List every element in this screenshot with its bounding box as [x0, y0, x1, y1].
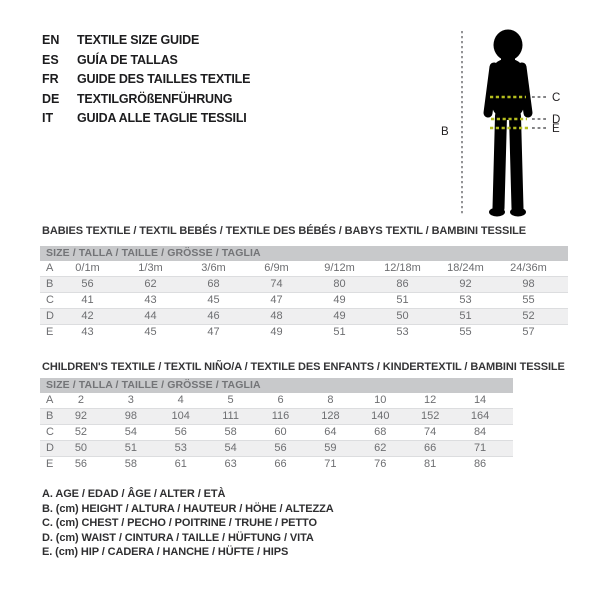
value-cell: 52: [522, 310, 535, 322]
value-cell: 1/3m: [138, 262, 163, 274]
value-cell: 5: [227, 394, 234, 406]
value-cell: 66: [424, 442, 437, 454]
value-cell: 3: [127, 394, 134, 406]
value-cell: 92: [74, 410, 88, 422]
value-cell: 53: [174, 442, 187, 454]
value-cell: 60: [274, 426, 287, 438]
value-cell: 50: [74, 442, 88, 454]
children-size-table: [40, 378, 513, 473]
value-cell: 49: [333, 310, 346, 322]
value-cell: 44: [144, 310, 157, 322]
value-cell: 62: [374, 442, 387, 454]
value-cell: 71: [324, 458, 337, 470]
value-cell: 58: [124, 458, 137, 470]
value-cell: 10: [374, 394, 387, 406]
value-cell: 140: [371, 410, 390, 422]
value-cell: 3/6m: [201, 262, 226, 274]
language-code: IT: [42, 111, 54, 125]
row-label: C: [46, 426, 54, 438]
legend-line: C. (cm) CHEST / PECHO / POITRINE / TRUHE / PETTO: [42, 517, 317, 529]
size-table-header: SIZE / TALLA / TAILLE / GRÖSSE / TAGLIA: [40, 378, 513, 393]
value-cell: 53: [396, 326, 409, 338]
value-cell: 62: [144, 278, 157, 290]
table-row: [40, 393, 513, 409]
value-cell: 43: [81, 326, 94, 338]
value-cell: 56: [274, 442, 287, 454]
babies-size-table: [40, 246, 568, 341]
language-code: ES: [42, 52, 59, 67]
table-row: [40, 309, 568, 325]
legend-line: D. (cm) WAIST / CINTURA / TAILLE / HÜFTUNG / VITA: [42, 531, 314, 544]
child-silhouette-diagram: [428, 14, 600, 226]
value-cell: 52: [74, 426, 88, 438]
value-cell: 80: [333, 278, 346, 290]
legend-line: B. (cm) HEIGHT / ALTURA / HAUTEUR / HÖHE / ALTEZZA: [42, 502, 334, 515]
value-cell: 61: [174, 458, 187, 470]
language-title: GUÍA DE TALLAS: [77, 52, 178, 67]
value-cell: 43: [144, 294, 157, 306]
value-cell: 68: [374, 426, 387, 438]
language-code: DE: [42, 91, 60, 106]
value-cell: 74: [270, 278, 283, 290]
table-row: [40, 261, 568, 277]
value-cell: 81: [424, 458, 437, 470]
value-cell: 18/24m: [447, 262, 484, 274]
language-row: [42, 109, 250, 129]
value-cell: 55: [522, 294, 535, 306]
value-cell: 8: [327, 394, 334, 406]
legend-line: E. (cm) HIP / CADERA / HANCHE / HÜFTE / HIPS: [42, 546, 289, 558]
value-cell: 152: [421, 410, 440, 422]
value-cell: 45: [207, 294, 220, 306]
value-cell: 164: [470, 410, 490, 422]
value-cell: 56: [81, 278, 94, 290]
value-cell: 111: [222, 410, 239, 422]
value-cell: 46: [207, 310, 220, 322]
value-cell: 53: [459, 294, 472, 306]
language-row: [42, 90, 250, 110]
value-cell: 86: [473, 458, 487, 470]
hip-label: E: [552, 123, 560, 135]
value-cell: 55: [459, 326, 472, 338]
value-cell: 86: [396, 278, 409, 290]
value-cell: 2: [77, 394, 84, 406]
value-cell: 71: [473, 442, 487, 454]
value-cell: 63: [224, 458, 237, 470]
value-cell: 74: [424, 426, 437, 438]
value-cell: 66: [274, 458, 287, 470]
language-row: [42, 51, 250, 71]
value-cell: 57: [522, 326, 535, 338]
language-code: EN: [42, 33, 60, 47]
value-cell: 58: [224, 426, 237, 438]
value-cell: 45: [144, 326, 157, 338]
value-cell: 47: [270, 294, 283, 306]
language-title: GUIDA ALLE TAGLIE TESSILI: [77, 111, 247, 125]
babies-table-title: BABIES TEXTILE / TEXTIL BEBÉS / TEXTILE DES BÉBÉS / BABYS TEXTIL / BAMBINI TESSILE: [42, 225, 527, 237]
value-cell: 49: [270, 326, 283, 338]
table-row: [40, 293, 568, 309]
value-cell: 9/12m: [324, 262, 355, 274]
measurement-legend: [42, 487, 334, 560]
chest-label: C: [552, 92, 561, 104]
row-label: E: [46, 326, 54, 338]
language-code: FR: [42, 72, 59, 86]
height-label: B: [441, 126, 449, 138]
children-table-title: CHILDREN'S TEXTILE / TEXTIL NIÑO/A / TEXTILE DES ENFANTS / KINDERTEXTIL / BAMBINI TESSILE: [42, 361, 565, 373]
language-title: TEXTILGRÖßENFÜHRUNG: [77, 91, 233, 106]
language-title: TEXTILE SIZE GUIDE: [77, 33, 200, 47]
table-row: [40, 277, 568, 293]
value-cell: 98: [522, 278, 535, 290]
value-cell: 47: [207, 326, 220, 338]
value-cell: 51: [333, 326, 346, 338]
value-cell: 128: [321, 410, 340, 422]
size-figure: [428, 14, 600, 226]
value-cell: 12/18m: [384, 262, 421, 274]
value-cell: 59: [324, 442, 337, 454]
row-label: A: [46, 262, 54, 274]
value-cell: 49: [333, 294, 346, 306]
table-row: [40, 441, 513, 457]
table-row: [40, 425, 513, 441]
value-cell: 64: [324, 426, 337, 438]
value-cell: 92: [459, 278, 472, 290]
waist-label: D: [552, 114, 561, 126]
value-cell: 6/9m: [264, 262, 289, 274]
value-cell: 104: [171, 410, 190, 422]
row-label: E: [46, 458, 54, 470]
value-cell: 51: [459, 310, 472, 322]
value-cell: 68: [207, 278, 220, 290]
value-cell: 12: [424, 394, 437, 406]
value-cell: 54: [224, 442, 237, 454]
row-label: B: [46, 278, 54, 290]
row-label: C: [46, 294, 54, 306]
value-cell: 56: [174, 426, 187, 438]
value-cell: 56: [74, 458, 88, 470]
language-list: [42, 31, 250, 129]
value-cell: 6: [277, 394, 284, 406]
value-cell: 4: [177, 394, 184, 406]
value-cell: 76: [374, 458, 387, 470]
row-label: D: [46, 442, 54, 454]
value-cell: 98: [124, 410, 137, 422]
row-label: B: [46, 410, 54, 422]
language-title: GUIDE DES TAILLES TEXTILE: [77, 72, 251, 86]
value-cell: 14: [473, 394, 487, 406]
value-cell: 24/36m: [510, 262, 547, 274]
value-cell: 42: [81, 310, 94, 322]
row-label: D: [46, 310, 54, 322]
table-row: [40, 325, 568, 341]
table-row: [40, 409, 513, 425]
value-cell: 84: [473, 426, 487, 438]
legend-line: A. AGE / EDAD / ÂGE / ALTER / ETÀ: [42, 488, 226, 500]
value-cell: 51: [124, 442, 137, 454]
table-row: [40, 457, 513, 473]
value-cell: 54: [124, 426, 137, 438]
value-cell: 0/1m: [75, 262, 100, 274]
size-table-header: SIZE / TALLA / TAILLE / GRÖSSE / TAGLIA: [40, 246, 568, 261]
value-cell: 48: [270, 310, 283, 322]
row-label: A: [46, 394, 54, 406]
value-cell: 116: [271, 410, 290, 422]
language-row: [42, 31, 250, 51]
value-cell: 51: [396, 294, 409, 306]
language-row: [42, 70, 250, 90]
child-silhouette: [488, 30, 528, 217]
value-cell: 41: [81, 294, 94, 306]
value-cell: 50: [396, 310, 409, 322]
